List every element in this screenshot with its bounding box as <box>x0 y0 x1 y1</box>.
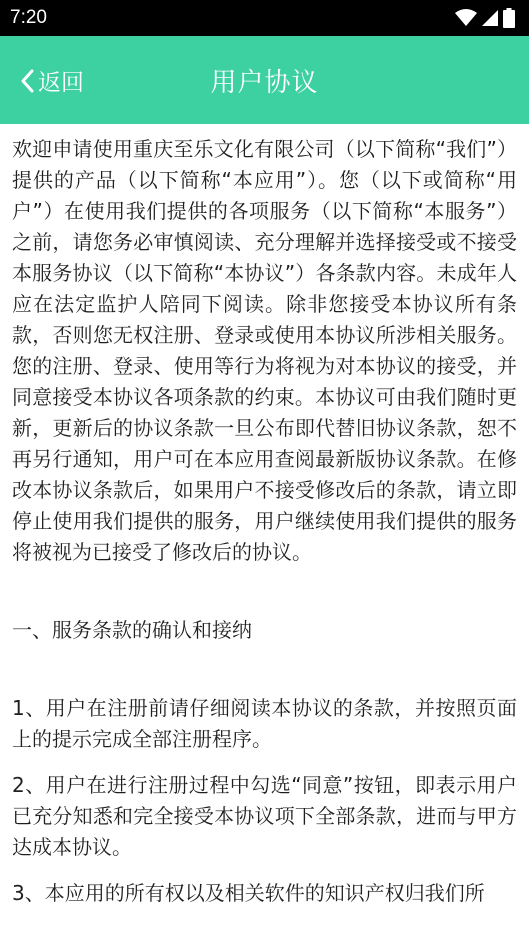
battery-icon <box>503 8 515 28</box>
chevron-left-icon <box>20 69 34 93</box>
list-item: 3、本应用的所有权以及相关软件的知识产权归我们所 <box>12 881 485 905</box>
list-item: 2、用户在进行注册过程中勾选“同意”按钮，即表示用户已充分知悉和完全接受本协议项下全部条款，进而与甲方达成本协议。 <box>12 773 517 859</box>
agreement-content <box>0 124 529 909</box>
back-label: 返回 <box>38 70 84 96</box>
intro-paragraph: 欢迎申请使用重庆至乐文化有限公司（以下简称“我们”）提供的产品（以下简称“本应用”）。您（以下或简称“用户”）在使用我们提供的各项服务（以下简称“本服务”）之前，请您务必审慎阅读、充分理解并选择接受或不接受本服务协议（以下简称“本协议”）各条款内容。未成年人应在法定监护人陪同下阅读。除非您接受本协议所有条款，否则您无权注册、登录或使用本协议所涉相关服务。您的注册、登录、使用等行为将视为对本协议的接受，并同意接受本协议各项条款的约束。本协议可由我们随时更新，更新后的协议条款一旦公布即代替旧协议条款，恕不再另行通知，用户可在本应用查阅最新版协议条款。在修改本协议条款后，如果用户不接受修改后的条款，请立即停止使用我们提供的服务，用户继续使用我们提供的服务将被视为已接受了修改后的协议。 <box>12 137 517 564</box>
status-time: 7:20 <box>10 7 47 28</box>
signal-icon <box>481 9 499 27</box>
status-bar <box>0 0 529 36</box>
page-title: 用户协议 <box>210 67 319 98</box>
section-title: 一、服务条款的确认和接纳 <box>12 618 252 642</box>
back-button[interactable] <box>20 64 84 97</box>
wifi-icon <box>455 9 477 27</box>
nav-bar <box>0 36 529 124</box>
status-icons <box>455 8 515 28</box>
list-item: 1、用户在注册前请仔细阅读本协议的条款，并按照页面上的提示完成全部注册程序。 <box>12 696 517 751</box>
